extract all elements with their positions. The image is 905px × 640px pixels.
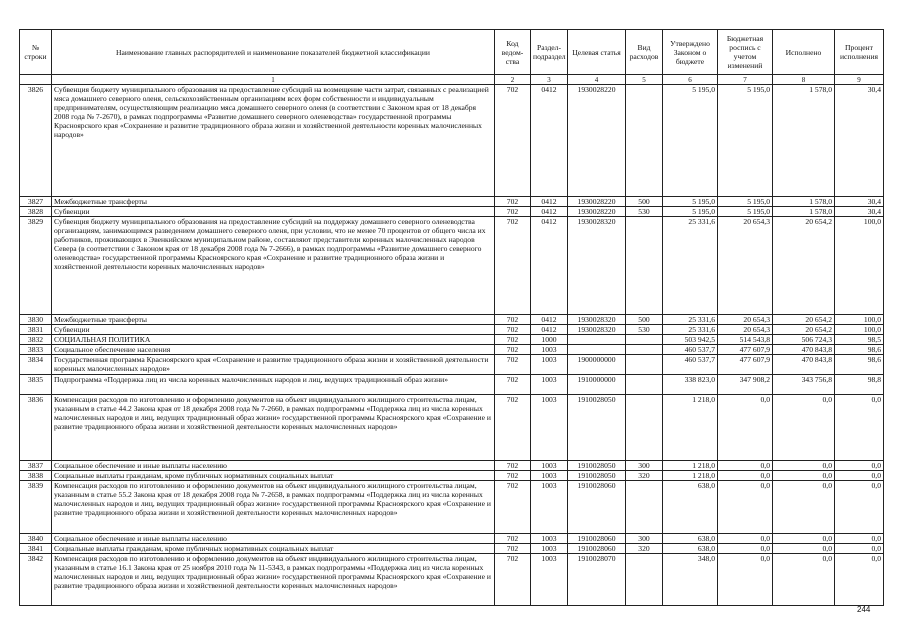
- table-row: [20, 554, 884, 606]
- department-code-cell: 702: [495, 355, 531, 375]
- department-code-cell: 702: [495, 325, 531, 335]
- executed-amount-cell: 20 654,2: [773, 325, 835, 335]
- column-number: 8: [773, 75, 835, 85]
- executed-amount-cell: 0,0: [773, 554, 835, 606]
- executed-amount-cell: 0,0: [773, 395, 835, 461]
- executed-amount-cell: 0,0: [773, 471, 835, 481]
- table-row: [20, 461, 884, 471]
- execution-percent-cell: 0,0: [835, 461, 884, 471]
- table-row: [20, 355, 884, 375]
- column-number: 1: [52, 75, 495, 85]
- table-row: [20, 481, 884, 534]
- section-cell: 1000: [531, 335, 568, 345]
- row-number: 3827: [20, 197, 52, 207]
- department-code-cell: 702: [495, 534, 531, 544]
- page-number: 244: [857, 605, 871, 614]
- budget-list-amount-cell: 514 543,8: [718, 335, 773, 345]
- row-number: 3838: [20, 471, 52, 481]
- target-article-cell: 1910028060: [568, 544, 626, 554]
- expense-type-cell: [626, 355, 663, 375]
- column-number: 2: [495, 75, 531, 85]
- row-name: Субвенция бюджету муниципального образования на предоставление субсидий на поддержку домашнего северного оленеводства организациям, занимающимся разведением домашнего северного оленя, при условии, что не менее 70 процентов от общего числа их работников, проживающих в Эвенкийском муниципальном районе, составляют представители коренных малочисленных народов Севера (в соответствии с Законом края от 18 декабря 2008 года № 7-2666), в рамках подпрограммы «Развитие домашнего северного оленеводства» государственной программы Красноярского края «Сохранение и развитие традиционного образа жизни и хозяйственной деятельности коренных малочисленных народов»: [52, 217, 495, 315]
- expense-type-cell: [626, 85, 663, 197]
- row-name: Социальное обеспечение и иные выплаты населению: [52, 534, 495, 544]
- table-row: [20, 197, 884, 207]
- table-row: [20, 217, 884, 315]
- row-name: Межбюджетные трансферты: [52, 197, 495, 207]
- row-number: 3842: [20, 554, 52, 606]
- header-approved-by-law: Утверждено Законом о бюджете: [663, 30, 718, 75]
- section-cell: 1003: [531, 345, 568, 355]
- section-cell: 1003: [531, 395, 568, 461]
- target-article-cell: 1930028320: [568, 325, 626, 335]
- row-name: Компенсация расходов по изготовлению и оформлению документов на объект индивидуального жилищного строительства лицам, указанным в статье 55.2 Закона края от 18 декабря 2008 года № 7-2658, в рамках подпрограммы «Поддержка лиц из числа коренных малочисленных народов и лиц, ведущих традиционный образ жизни» государственной программы Красноярского края «Сохранение и развитие традиционного образа жизни и хозяйственной деятельности коренных малочисленных народов»: [52, 481, 495, 534]
- row-name: Социальные выплаты гражданам, кроме публичных нормативных социальных выплат: [52, 471, 495, 481]
- department-code-cell: 702: [495, 395, 531, 461]
- section-cell: 0412: [531, 207, 568, 217]
- target-article-cell: 1930028220: [568, 207, 626, 217]
- target-article-cell: 1910028060: [568, 534, 626, 544]
- row-number: 3826: [20, 85, 52, 197]
- table-row: [20, 335, 884, 345]
- table-row: [20, 534, 884, 544]
- header-expense-type: Вид расходов: [626, 30, 663, 75]
- department-code-cell: 702: [495, 544, 531, 554]
- target-article-cell: 1930028320: [568, 217, 626, 315]
- execution-percent-cell: 0,0: [835, 471, 884, 481]
- section-cell: 1003: [531, 544, 568, 554]
- execution-percent-cell: 0,0: [835, 481, 884, 534]
- section-cell: 0412: [531, 315, 568, 325]
- header-row: [20, 30, 884, 75]
- column-number: [20, 75, 52, 85]
- section-cell: 1003: [531, 554, 568, 606]
- execution-percent-cell: 0,0: [835, 554, 884, 606]
- table-body: [20, 85, 884, 606]
- section-cell: 0412: [531, 325, 568, 335]
- row-number: 3839: [20, 481, 52, 534]
- department-code-cell: 702: [495, 554, 531, 606]
- approved-amount-cell: 1 218,0: [663, 395, 718, 461]
- table-row: [20, 325, 884, 335]
- row-number: 3829: [20, 217, 52, 315]
- executed-amount-cell: 1 578,0: [773, 85, 835, 197]
- table-row: [20, 345, 884, 355]
- executed-amount-cell: 20 654,2: [773, 315, 835, 325]
- execution-percent-cell: 100,0: [835, 315, 884, 325]
- row-name: Социальное обеспечение населения: [52, 345, 495, 355]
- executed-amount-cell: 1 578,0: [773, 207, 835, 217]
- target-article-cell: 1910028050: [568, 395, 626, 461]
- section-cell: 1003: [531, 355, 568, 375]
- section-cell: 1003: [531, 481, 568, 534]
- section-cell: 0412: [531, 217, 568, 315]
- header-budget-list: Бюджетная роспись с учетом изменений: [718, 30, 773, 75]
- department-code-cell: 702: [495, 335, 531, 345]
- approved-amount-cell: 5 195,0: [663, 197, 718, 207]
- executed-amount-cell: 0,0: [773, 461, 835, 471]
- budget-list-amount-cell: 477 607,9: [718, 345, 773, 355]
- table-row: [20, 395, 884, 461]
- budget-list-amount-cell: 347 908,2: [718, 375, 773, 395]
- executed-amount-cell: 0,0: [773, 481, 835, 534]
- execution-percent-cell: 98,8: [835, 375, 884, 395]
- budget-list-amount-cell: 20 654,3: [718, 217, 773, 315]
- executed-amount-cell: 1 578,0: [773, 197, 835, 207]
- executed-amount-cell: 20 654,2: [773, 217, 835, 315]
- execution-percent-cell: 98,5: [835, 335, 884, 345]
- row-number: 3832: [20, 335, 52, 345]
- department-code-cell: 702: [495, 471, 531, 481]
- approved-amount-cell: 460 537,7: [663, 345, 718, 355]
- section-cell: 0412: [531, 197, 568, 207]
- department-code-cell: 702: [495, 375, 531, 395]
- column-number: 3: [531, 75, 568, 85]
- expense-type-cell: [626, 345, 663, 355]
- row-number: 3831: [20, 325, 52, 335]
- budget-table-page: [19, 29, 884, 606]
- target-article-cell: [568, 335, 626, 345]
- header-execution-percent: Процент исполнения: [835, 30, 884, 75]
- budget-list-amount-cell: 477 607,9: [718, 355, 773, 375]
- target-article-cell: 1910028050: [568, 461, 626, 471]
- target-article-cell: 1900000000: [568, 355, 626, 375]
- row-number: 3837: [20, 461, 52, 471]
- budget-list-amount-cell: 0,0: [718, 544, 773, 554]
- execution-percent-cell: 30,4: [835, 85, 884, 197]
- column-number: 7: [718, 75, 773, 85]
- target-article-cell: 1910028060: [568, 481, 626, 534]
- row-name: Социальное обеспечение и иные выплаты населению: [52, 461, 495, 471]
- approved-amount-cell: 338 823,0: [663, 375, 718, 395]
- approved-amount-cell: 638,0: [663, 534, 718, 544]
- column-number: 6: [663, 75, 718, 85]
- row-name: Субвенции: [52, 207, 495, 217]
- budget-list-amount-cell: 0,0: [718, 461, 773, 471]
- row-number: 3836: [20, 395, 52, 461]
- approved-amount-cell: 638,0: [663, 481, 718, 534]
- approved-amount-cell: 348,0: [663, 554, 718, 606]
- expense-type-cell: 500: [626, 315, 663, 325]
- execution-percent-cell: 30,4: [835, 207, 884, 217]
- execution-percent-cell: 0,0: [835, 544, 884, 554]
- department-code-cell: 702: [495, 217, 531, 315]
- row-number: 3828: [20, 207, 52, 217]
- expense-type-cell: 320: [626, 544, 663, 554]
- table-row: [20, 207, 884, 217]
- table-row: [20, 375, 884, 395]
- expense-type-cell: [626, 335, 663, 345]
- budget-list-amount-cell: 0,0: [718, 534, 773, 544]
- budget-list-amount-cell: 20 654,3: [718, 325, 773, 335]
- budget-table: [19, 29, 884, 606]
- budget-list-amount-cell: 5 195,0: [718, 207, 773, 217]
- table-row: [20, 315, 884, 325]
- row-number: 3833: [20, 345, 52, 355]
- approved-amount-cell: 1 218,0: [663, 471, 718, 481]
- department-code-cell: 702: [495, 315, 531, 325]
- row-name: Межбюджетные трансферты: [52, 315, 495, 325]
- row-name: Компенсация расходов по изготовлению и оформлению документов на объект индивидуального жилищного строительства лицам, указанным в статье 16.1 Закона края от 25 ноября 2010 года № 11-5343, в рамках подпрограммы «Поддержка лиц из числа коренных малочисленных народов и лиц, ведущих традиционный образ жизни» государственной программы Красноярского края «Сохранение и развитие традиционного образа жизни и хозяйственной деятельности коренных малочисленных народов»: [52, 554, 495, 606]
- row-number: 3835: [20, 375, 52, 395]
- table-row: [20, 471, 884, 481]
- execution-percent-cell: 100,0: [835, 217, 884, 315]
- execution-percent-cell: 98,6: [835, 355, 884, 375]
- executed-amount-cell: 470 843,8: [773, 355, 835, 375]
- approved-amount-cell: 503 942,5: [663, 335, 718, 345]
- budget-list-amount-cell: 0,0: [718, 471, 773, 481]
- header-section: Раздел-подраздел: [531, 30, 568, 75]
- department-code-cell: 702: [495, 85, 531, 197]
- expense-type-cell: [626, 395, 663, 461]
- executed-amount-cell: 470 843,8: [773, 345, 835, 355]
- budget-list-amount-cell: 5 195,0: [718, 85, 773, 197]
- executed-amount-cell: 343 756,8: [773, 375, 835, 395]
- table-row: [20, 85, 884, 197]
- expense-type-cell: 530: [626, 207, 663, 217]
- execution-percent-cell: 98,6: [835, 345, 884, 355]
- executed-amount-cell: 0,0: [773, 534, 835, 544]
- approved-amount-cell: 460 537,7: [663, 355, 718, 375]
- target-article-cell: 1930028220: [568, 85, 626, 197]
- expense-type-cell: [626, 554, 663, 606]
- target-article-cell: 1910028050: [568, 471, 626, 481]
- department-code-cell: 702: [495, 197, 531, 207]
- row-name: Социальные выплаты гражданам, кроме публичных нормативных социальных выплат: [52, 544, 495, 554]
- row-number: 3840: [20, 534, 52, 544]
- executed-amount-cell: 0,0: [773, 544, 835, 554]
- header-department-code: Код ведом-ства: [495, 30, 531, 75]
- target-article-cell: 1910000000: [568, 375, 626, 395]
- target-article-cell: 1910028070: [568, 554, 626, 606]
- column-number: 4: [568, 75, 626, 85]
- section-cell: 1003: [531, 471, 568, 481]
- column-number: 9: [835, 75, 884, 85]
- budget-list-amount-cell: 5 195,0: [718, 197, 773, 207]
- header-executed: Исполнено: [773, 30, 835, 75]
- approved-amount-cell: 25 331,6: [663, 315, 718, 325]
- row-name: Подпрограмма «Поддержка лиц из числа коренных малочисленных народов и лиц, ведущих традиционный образ жизни»: [52, 375, 495, 395]
- row-name: СОЦИАЛЬНАЯ ПОЛИТИКА: [52, 335, 495, 345]
- approved-amount-cell: 5 195,0: [663, 207, 718, 217]
- column-number: 5: [626, 75, 663, 85]
- department-code-cell: 702: [495, 481, 531, 534]
- budget-list-amount-cell: 0,0: [718, 481, 773, 534]
- expense-type-cell: 300: [626, 461, 663, 471]
- execution-percent-cell: 100,0: [835, 325, 884, 335]
- expense-type-cell: 320: [626, 471, 663, 481]
- department-code-cell: 702: [495, 461, 531, 471]
- row-name: Субвенция бюджету муниципального образования на предоставление субсидий на возмещение части затрат, связанных с реализацией мяса домашнего северного оленя, сельскохозяйственным организациям всех форм собственности и индивидуальным предпринимателям, осуществляющим реализацию мяса домашнего северного оленя (в соответствии с Законом края от 18 декабря 2008 года № 7-2670), в рамках подпрограммы «Развитие домашнего северного оленеводства» государственной программы Красноярского края «Сохранение и развитие традиционного образа жизни и хозяйственной деятельности коренных малочисленных народов»: [52, 85, 495, 197]
- budget-list-amount-cell: 20 654,3: [718, 315, 773, 325]
- expense-type-cell: 530: [626, 325, 663, 335]
- section-cell: 0412: [531, 85, 568, 197]
- target-article-cell: 1930028220: [568, 197, 626, 207]
- row-number: 3830: [20, 315, 52, 325]
- row-name: Субвенции: [52, 325, 495, 335]
- section-cell: 1003: [531, 534, 568, 544]
- approved-amount-cell: 25 331,6: [663, 217, 718, 315]
- row-name: Компенсация расходов по изготовлению и оформлению документов на объект индивидуального жилищного строительства лицам, указанным в статье 44.2 Закона края от 18 декабря 2008 года № 7-2660, в рамках подпрограммы «Поддержка лиц из числа коренных малочисленных народов и лиц, ведущих традиционный образ жизни» государственной программы Красноярского края «Сохранение и развитие традиционного образа жизни и хозяйственной деятельности коренных малочисленных народов»: [52, 395, 495, 461]
- department-code-cell: 702: [495, 207, 531, 217]
- header-name: Наименование главных распорядителей и наименование показателей бюджетной классификации: [52, 30, 495, 75]
- expense-type-cell: [626, 217, 663, 315]
- header-row-number: № строки: [20, 30, 52, 75]
- header-target-article: Целевая статья: [568, 30, 626, 75]
- table-row: [20, 544, 884, 554]
- budget-list-amount-cell: 0,0: [718, 554, 773, 606]
- section-cell: 1003: [531, 375, 568, 395]
- department-code-cell: 702: [495, 345, 531, 355]
- expense-type-cell: [626, 481, 663, 534]
- target-article-cell: 1930028320: [568, 315, 626, 325]
- expense-type-cell: 300: [626, 534, 663, 544]
- execution-percent-cell: 0,0: [835, 534, 884, 544]
- execution-percent-cell: 30,4: [835, 197, 884, 207]
- row-name: Государственная программа Красноярского края «Сохранение и развитие традиционного образа жизни и хозяйственной деятельности коренных малочисленных народов»: [52, 355, 495, 375]
- executed-amount-cell: 506 724,3: [773, 335, 835, 345]
- expense-type-cell: [626, 375, 663, 395]
- approved-amount-cell: 1 218,0: [663, 461, 718, 471]
- row-number: 3841: [20, 544, 52, 554]
- approved-amount-cell: 25 331,6: [663, 325, 718, 335]
- target-article-cell: [568, 345, 626, 355]
- section-cell: 1003: [531, 461, 568, 471]
- approved-amount-cell: 5 195,0: [663, 85, 718, 197]
- approved-amount-cell: 638,0: [663, 544, 718, 554]
- column-number-row: [20, 75, 884, 85]
- execution-percent-cell: 0,0: [835, 395, 884, 461]
- expense-type-cell: 500: [626, 197, 663, 207]
- row-number: 3834: [20, 355, 52, 375]
- budget-list-amount-cell: 0,0: [718, 395, 773, 461]
